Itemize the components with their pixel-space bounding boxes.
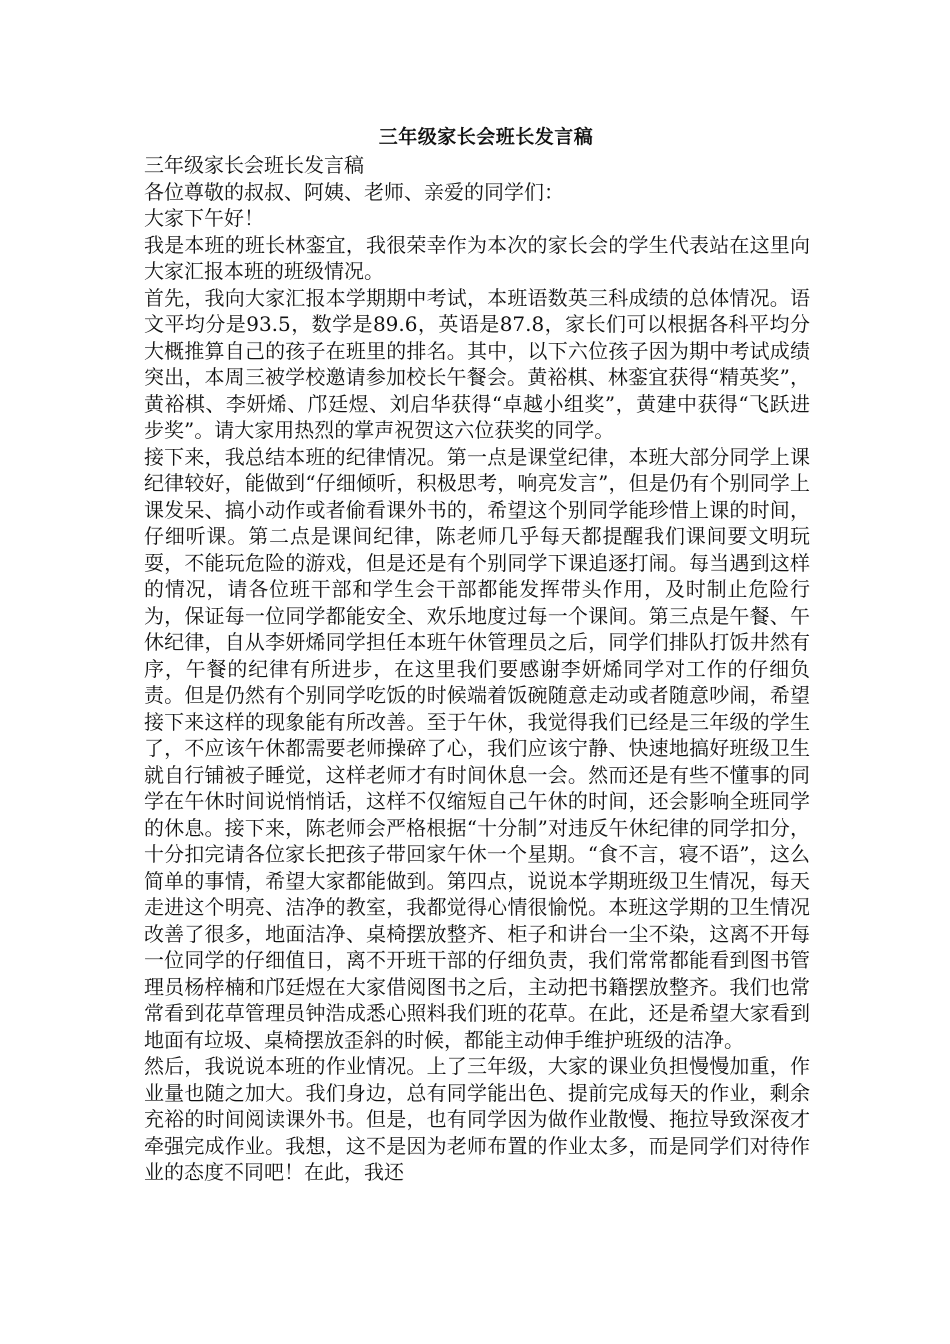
paragraph-homework: 然后，我说说本班的作业情况。上了三年级，大家的课业负担慢慢加重，作业量也随之加大。我们身边，总有同学能出色、提前完成每天的作业，剩余充裕的时间阅读课外书。但是，也有同学因为做作业散慢、拖拉导致深夜才牵强完成作业。我想，这不是因为老师布置的作业太多，而是同学们对待作业的态度不同吧！在此，我还 [144,1054,810,1184]
paragraph-greeting: 大家下午好！ [144,206,264,230]
document-page [144,122,810,1186]
paragraph-salutation: 各位尊敬的叔叔、阿姨、老师、亲爱的同学们： [144,179,564,204]
document-title: 三年级家长会班长发言稿 [378,126,594,148]
paragraph-introduction: 我是本班的班长林銮宜，我很荣幸作为本次的家长会的学生代表站在这里向大家汇报本班的班级情况。 [144,232,810,283]
paragraph-discipline: 接下来，我总结本班的纪律情况。第一点是课堂纪律，本班大部分同学上课纪律较好，能做到“仔细倾听，积极思考，响亮发言”，但是仍有个别同学上课发呆、搞小动作或者偷看课外书的，希望这个别同学能珍惜上课的时间，仔细听课。第二点是课间纪律，陈老师几乎每天都提醒我们课间要文明玩耍，不能玩危险的游戏，但是还是有个别同学下课追逐打闹。每当遇到这样的情况，请各位班干部和学生会干部都能发挥带头作用，及时制止危险行为，保证每一位同学都能安全、欢乐地度过每一个课间。第三点是午餐、午休纪律，自从李妍烯同学担任本班午休管理员之后，同学们排队打饭井然有序，午餐的纪律有所进步，在这里我们要感谢李妍烯同学对工作的仔细负责。但是仍然有个别同学吃饭的时候端着饭碗随意走动或者随意吵闹，希望接下来这样的现象能有所改善。至于午休，我觉得我们已经是三年级的学生了，不应该午休都需要老师操碎了心，我们应该宁静、快速地搞好班级卫生就自行铺被子睡觉，这样老师才有时间休息一会。然而还是有些不懂事的同学在午休时间说悄悄话，这样不仅缩短自己午休的时间，还会影响全班同学的休息。接下来，陈老师会严格根据“十分制”对违反午休纪律的同学扣分，十分扣完请各位家长把孩子带回家午休一个星期。“食不言，寝不语”，这么简单的事情，希望大家都能做到。第四点，说说本学期班级卫生情况，每天走进这个明亮、洁净的教室，我都觉得心情很愉悦。本班这学期的卫生情况改善了很多，地面洁净、桌椅摆放整齐、柜子和讲台一尘不染，这离不开每一位同学的仔细值日，离不开班干部的仔细负责，我们常常都能看到图书管理员杨梓楠和邝廷煜在大家借阅图书之后，主动把书籍摆放整齐。我们也常常看到花草管理员钟浩成悉心照料我们班的花草。在此，还是希望大家看到地面有垃圾、桌椅摆放歪斜的时候，都能主动伸手维护班级的洁净。 [144,444,810,1052]
paragraph-exam-results: 首先，我向大家汇报本学期期中考试，本班语数英三科成绩的总体情况。语文平均分是93.5，数学是89.6，英语是87.8，家长们可以根据各科平均分大概推算自己的孩子在班里的排名。其中，以下六位孩子因为期中考试成绩突出，本周三被学校邀请参加校长午餐会。黄裕棋、林銮宜获得“精英奖”，黄裕棋、李妍烯、邝廷煜、刘启华获得“卓越小组奖”，黄建中获得“飞跃进步奖”。请大家用热烈的掌声祝贺这六位获奖的同学。 [144,285,810,442]
paragraph-subtitle: 三年级家长会班长发言稿 [144,153,364,177]
